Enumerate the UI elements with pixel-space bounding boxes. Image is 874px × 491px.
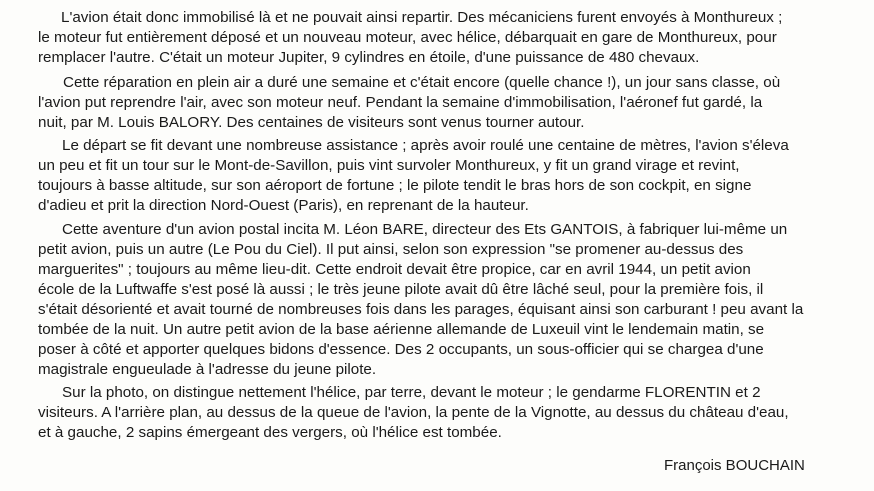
paragraph-4-line-3: marguerites" ; toujours au même lieu-dit. Cette endroit devait être propice, car en avril 1944, un petit avion (38, 261, 751, 278)
paragraph-3-line-4: d'adieu et prit la direction Nord-Ouest (Paris), en reprenant de la hauteur. (38, 197, 529, 214)
paragraph-2-line-1: Cette réparation en plein air a duré une semaine et c'était encore (quelle chance !), un jour sans classe, où (63, 74, 781, 91)
paragraph-3-line-2: un peu et fit un tour sur le Mont-de-Savillon, puis vint survoler Monthureux, y fit un grand virage et revint, (38, 157, 740, 174)
paragraph-4-line-5: s'était désorienté et avait tourné de nombreuses fois dans les parages, équisant ainsi son carburant ! peu avant la (38, 301, 804, 318)
paragraph-4-line-8: magistrale engueulade à l'adresse du jeune pilote. (38, 361, 377, 378)
paragraph-2-line-2: l'avion put reprendre l'air, avec son moteur neuf. Pendant la semaine d'immobilisation, l'aéronef fut gardé, la (38, 94, 763, 111)
author-signature: François BOUCHAIN (664, 457, 805, 474)
paragraph-4-line-2: petit avion, puis un autre (Le Pou du Ciel). Il put ainsi, selon son expression "se promener au-dessus des (38, 241, 744, 258)
paragraph-5-line-3: et à gauche, 2 sapins émergeant des vergers, où l'hélice est tombée. (38, 424, 502, 441)
paragraph-4-line-7: poser à côté et apporter quelques bidons d'essence. Des 2 occupants, un sous-officier qui se chargea d'une (38, 341, 764, 358)
paragraph-5-line-1: Sur la photo, on distingue nettement l'hélice, par terre, devant le moteur ; le gendarme FLORENTIN et 2 (62, 384, 761, 401)
paragraph-4-line-4: école de la Luftwaffe s'est posé là aussi ; le très jeune pilote avait dû être lâché seul, pour la première fois, il (38, 281, 764, 298)
paragraph-4-line-1: Cette aventure d'un avion postal incita M. Léon BARE, directeur des Ets GANTOIS, à fabriquer lui-même un (62, 221, 788, 238)
paragraph-2-line-3: nuit, par M. Louis BALORY. Des centaines de visiteurs sont venus tourner autour. (38, 114, 585, 131)
paragraph-3-line-3: toujours à basse altitude, sur son aéroport de fortune ; le pilote tendit le bras hors de son cockpit, en signe (38, 177, 752, 194)
paragraph-1-line-2: le moteur fut entièrement déposé et un nouveau moteur, avec hélice, débarquait en gare de Monthureux, pour (38, 29, 777, 46)
paragraph-5-line-2: visiteurs. A l'arrière plan, au dessus de la queue de l'avion, la pente de la Vignotte, au dessus du château d'eau, (38, 404, 789, 421)
paragraph-1-line-1: L'avion était donc immobilisé là et ne pouvait ainsi repartir. Des mécaniciens furent envoyés à Monthureux ; (61, 9, 783, 26)
paragraph-4-line-6: tombée de la nuit. Un autre petit avion de la base aérienne allemande de Luxeuil vint le lendemain matin, se (38, 321, 765, 338)
paragraph-3-line-1: Le départ se fit devant une nombreuse assistance ; après avoir roulé une centaine de mètres, l'avion s'éleva (62, 137, 789, 154)
paragraph-1-line-3: remplacer l'autre. C'était un moteur Jupiter, 9 cylindres en étoile, d'une puissance de 480 chevaux. (38, 49, 700, 66)
